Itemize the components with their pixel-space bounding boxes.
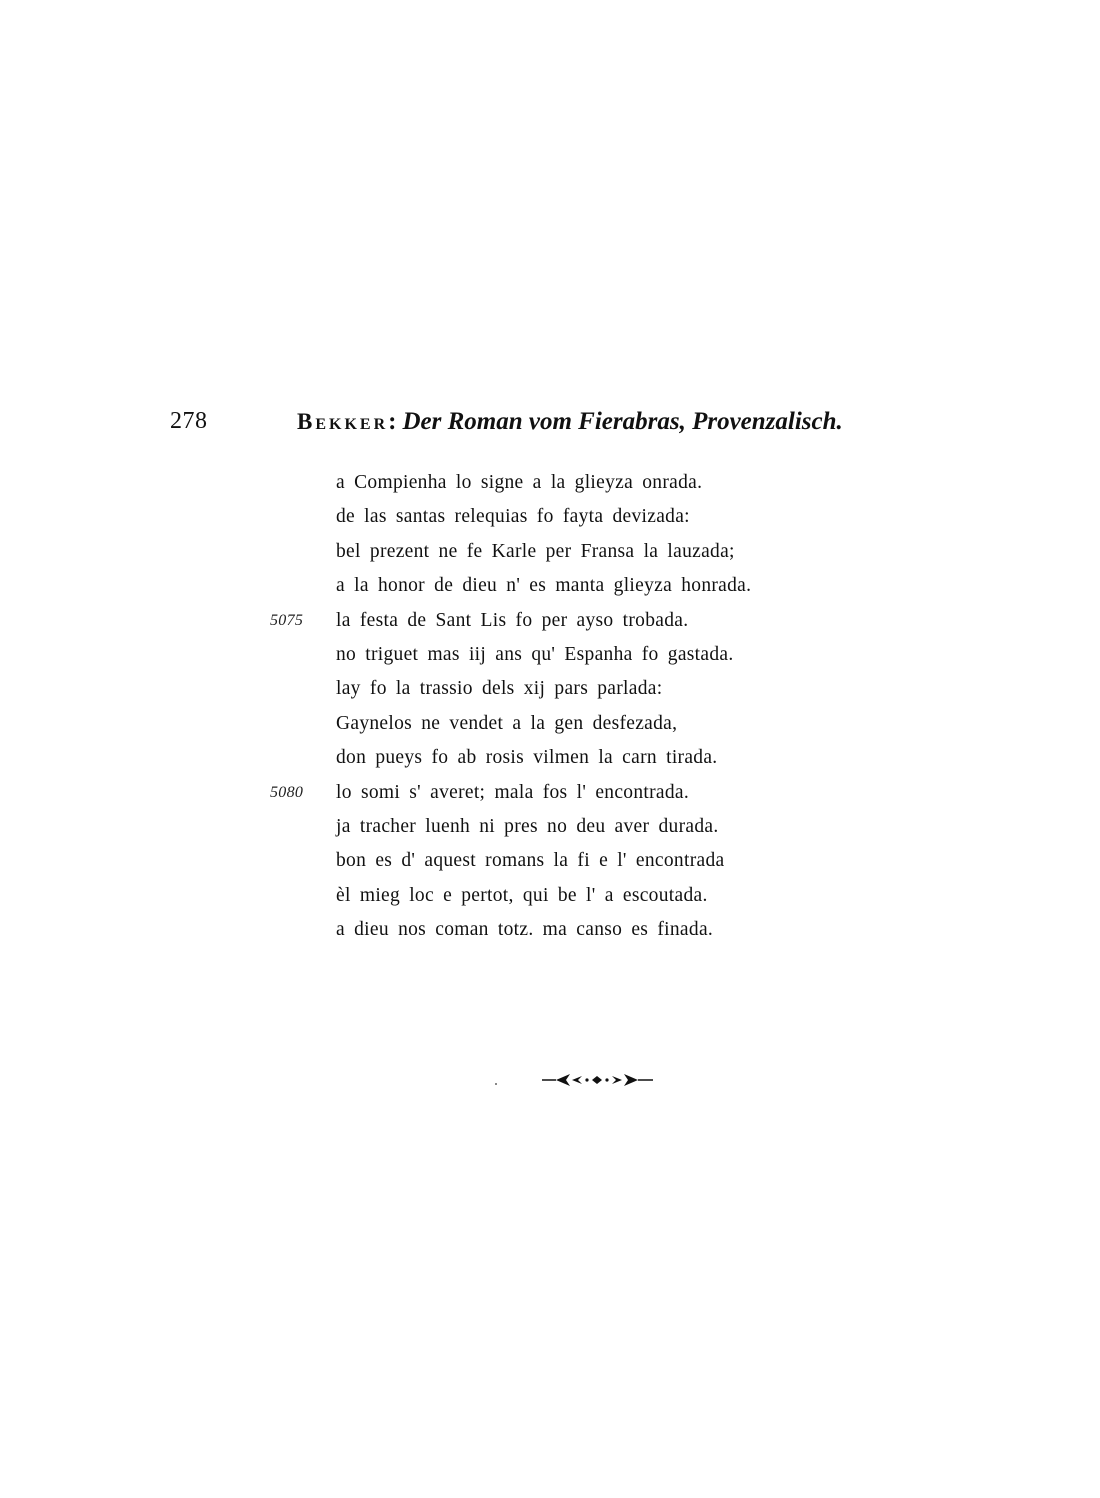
line-number: 5075	[270, 611, 304, 629]
verse-line	[270, 810, 910, 844]
verse-line	[270, 741, 910, 775]
verse-text: no triguet mas iij ans qu' Espanha fo gastada.	[336, 643, 734, 665]
verse-text: lay fo la trassio dels xij pars parlada:	[336, 678, 663, 700]
verse-text: lo somi s' averet; mala fos l' encontrada.	[336, 781, 690, 803]
verse-text: Gaynelos ne vendet a la gen desfezada,	[336, 712, 678, 734]
verse-line	[270, 707, 910, 741]
verse-text: bon es d' aquest romans la fi e l' encontrada	[336, 850, 725, 872]
verse-text: bel prezent ne fe Karle per Fransa la lauzada;	[336, 540, 735, 562]
verse-text: a dieu nos coman totz. ma canso es finada.	[336, 919, 714, 941]
running-title	[297, 408, 843, 436]
author-name: Bekker	[297, 409, 389, 434]
verse-text: la festa de Sant Lis fo per ayso trobada.	[336, 609, 689, 631]
verse-line	[270, 604, 910, 638]
tailpiece-ornament-icon	[540, 1068, 655, 1092]
verse-line	[270, 569, 910, 603]
title-colon: :	[388, 408, 397, 435]
verse-line	[270, 500, 910, 534]
verse-line	[270, 672, 910, 706]
verse-line	[270, 879, 910, 913]
verse-line	[270, 638, 910, 672]
page-number: 278	[170, 408, 208, 434]
verse-line	[270, 844, 910, 878]
work-title: Der Roman vom Fierabras, Provenzalisch.	[402, 408, 843, 435]
verse-text: èl mieg loc e pertot, qui be l' a escoutada.	[336, 884, 708, 906]
verse-text: don pueys fo ab rosis vilmen la carn tirada.	[336, 747, 718, 769]
print-speck	[495, 1083, 497, 1085]
verse-block	[270, 466, 910, 947]
line-number: 5080	[270, 783, 304, 801]
verse-line	[270, 913, 910, 947]
running-header	[170, 400, 940, 450]
verse-text: a la honor de dieu n' es manta glieyza honrada.	[336, 575, 752, 597]
verse-text: de las santas relequias fo fayta devizada:	[336, 506, 690, 528]
verse-line	[270, 535, 910, 569]
verse-text: a Compienha lo signe a la glieyza onrada.	[336, 472, 703, 493]
verse-text: ja tracher luenh ni pres no deu aver durada.	[336, 815, 719, 837]
verse-line	[270, 466, 910, 500]
verse-line	[270, 776, 910, 810]
